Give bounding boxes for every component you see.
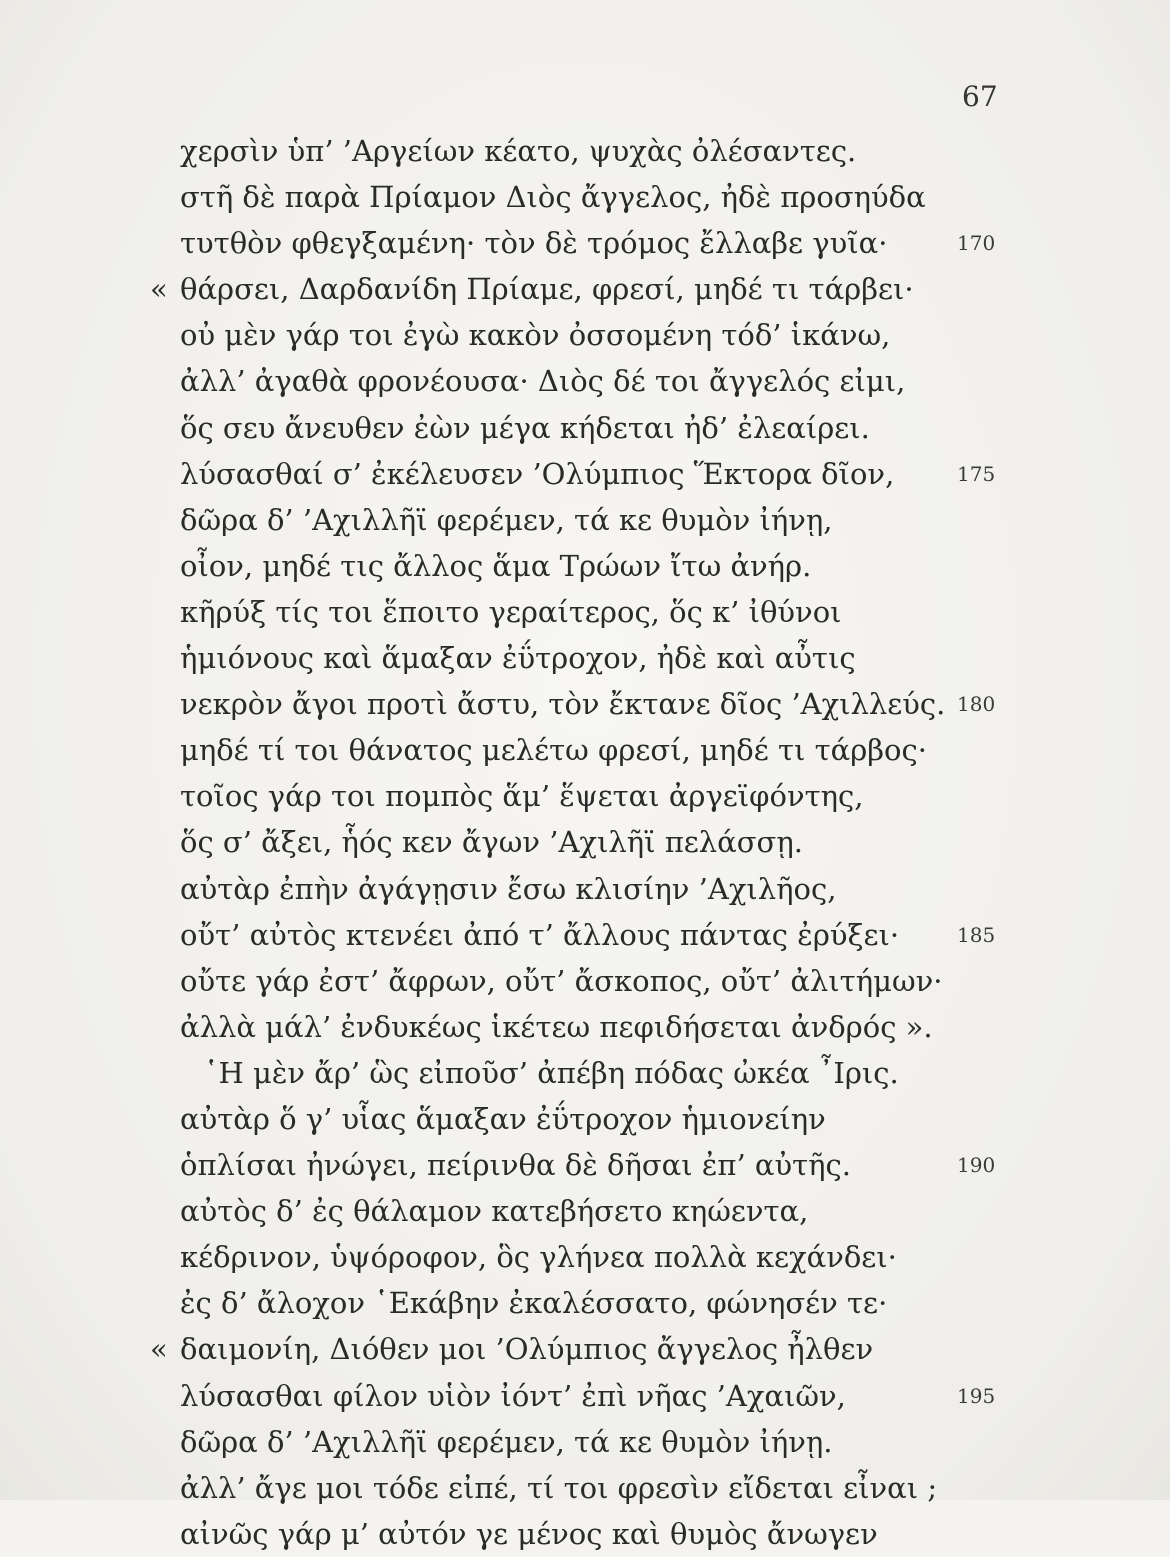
verse-line — [0, 543, 1170, 589]
line-number: 175 — [957, 461, 996, 486]
verse-line — [0, 727, 1170, 773]
verse-text: χερσὶν ὑπ’ ’Αργείων κέατο, ψυχὰς ὀλέσαντες. — [180, 134, 857, 168]
verse-line — [0, 1096, 1170, 1142]
verse-text: μηδέ τί τοι θάνατος μελέτω φρεσί, μηδέ τι τάρβος· — [180, 733, 927, 768]
verse-line — [0, 819, 1170, 865]
verse-text: ἀλλ’ ἀγαθὰ φρονέουσα· Διὸς δέ τοι ἄγγελός εἰμι, — [180, 364, 906, 399]
verse-text: λύσασθαι φίλον υἱὸν ἰόντ’ ἐπὶ νῆας ’Αχαιῶν, — [180, 1378, 846, 1413]
verse-text: κέδρινον, ὑψόροφον, ὃς γλήνεα πολλὰ κεχάνδει· — [180, 1240, 897, 1275]
verse-line — [0, 405, 1170, 451]
verse-text: ῾Η μὲν ἄρ’ ὣς εἰποῦσ’ ἀπέβη πόδας ὠκέα ῏Ιρις. — [204, 1055, 899, 1090]
verse-text: ὅς σ’ ἄξει, ἧός κεν ἄγων ’Αχιλῆϊ πελάσσῃ. — [180, 825, 803, 860]
verse-line — [0, 312, 1170, 358]
verse-line — [0, 451, 1170, 497]
opening-quote-mark: « — [150, 1332, 168, 1367]
verse-block — [0, 128, 1170, 1557]
verse-line — [0, 589, 1170, 635]
verse-line — [0, 1373, 1170, 1419]
verse-text: οἶον, μηδέ τις ἄλλος ἅμα Τρώων ἴτω ἀνήρ. — [180, 548, 812, 583]
verse-text: δῶρα δ’ ’Αχιλλῆϊ φερέμεν, τά κε θυμὸν ἰήνῃ. — [180, 1424, 833, 1459]
verse-line — [0, 1050, 1170, 1096]
verse-text: νεκρὸν ἄγοι προτὶ ἄστυ, τὸν ἔκτανε δῖος ’Αχιλλεύς. — [180, 687, 946, 722]
verse-text: ὁπλίσαι ἠνώγει, πείρινθα δὲ δῆσαι ἐπ’ αὐτῆς. — [180, 1148, 852, 1183]
verse-text: οὔτε γάρ ἐστ’ ἄφρων, οὔτ’ ἄσκοπος, οὔτ’ ἀλιτήμων· — [180, 963, 943, 998]
verse-line — [0, 1280, 1170, 1326]
verse-line — [0, 912, 1170, 958]
verse-text: τυτθὸν φθεγξαμένη· τὸν δὲ τρόμος ἔλλαβε γυῖα· — [180, 226, 888, 261]
verse-text: ὅς σευ ἄνευθεν ἐὼν μέγα κήδεται ἠδ’ ἐλεαίρει. — [180, 410, 870, 445]
verse-line — [0, 1188, 1170, 1234]
verse-text: ἀλλ’ ἄγε μοι τόδε εἰπέ, τί τοι φρεσὶν εἴδεται εἶναι ; — [180, 1470, 938, 1505]
verse-text: αὐτὸς δ’ ἐς θάλαμον κατεβήσετο κηώεντα, — [180, 1194, 809, 1229]
verse-line — [0, 497, 1170, 543]
verse-line — [0, 128, 1170, 174]
verse-line — [0, 1234, 1170, 1280]
page-number: 67 — [962, 80, 998, 113]
verse-text: κῆρύξ τίς τοι ἕποιτο γεραίτερος, ὅς κ’ ἰθύνοι — [180, 594, 842, 629]
verse-line — [0, 1326, 1170, 1372]
verse-text: αὐτὰρ ἐπὴν ἀγάγῃσιν ἔσω κλισίην ’Αχιλῆος, — [180, 871, 837, 906]
verse-line — [0, 1465, 1170, 1511]
verse-line — [0, 1511, 1170, 1557]
opening-quote-mark: « — [150, 272, 168, 307]
verse-text: αἰνῶς γάρ μ’ αὐτόν γε μένος καὶ θυμὸς ἄνωγεν — [180, 1516, 878, 1551]
line-number: 190 — [957, 1153, 996, 1178]
line-number: 195 — [957, 1383, 996, 1408]
line-number: 180 — [957, 692, 996, 717]
verse-line — [0, 635, 1170, 681]
verse-line — [0, 358, 1170, 404]
verse-text: αὐτὰρ ὅ γ’ υἷας ἅμαξαν ἐΰτροχον ἡμιονείην — [180, 1101, 826, 1136]
verse-text: οὔτ’ αὐτὸς κτενέει ἀπό τ’ ἄλλους πάντας ἐρύξει· — [180, 917, 900, 952]
verse-text: δαιμονίη, Διόθεν μοι ’Ολύμπιος ἄγγελος ἦλθεν — [180, 1332, 874, 1367]
verse-line — [0, 174, 1170, 220]
verse-text: λύσασθαί σ’ ἐκέλευσεν ’Ολύμπιος Ἕκτορα δῖον, — [180, 456, 895, 491]
verse-line — [0, 1142, 1170, 1188]
verse-text: οὐ μὲν γάρ τοι ἐγὼ κακὸν ὀσσομένη τόδ’ ἱκάνω, — [180, 318, 891, 353]
verse-line — [0, 220, 1170, 266]
verse-text: τοῖος γάρ τοι πομπὸς ἅμ’ ἕψεται ἀργεϊφόντης, — [180, 779, 864, 814]
verse-line — [0, 773, 1170, 819]
verse-line — [0, 958, 1170, 1004]
verse-line — [0, 1004, 1170, 1050]
verse-text: δῶρα δ’ ’Αχιλλῆϊ φερέμεν, τά κε θυμὸν ἰήνῃ, — [180, 502, 833, 537]
verse-text: ἀλλὰ μάλ’ ἐνδυκέως ἱκέτεω πεφιδήσεται ἀνδρός ». — [180, 1009, 933, 1044]
verse-text: ἐς δ’ ἄλοχον ῾Εκάβην ἐκαλέσσατο, φώνησέν τε· — [180, 1286, 888, 1321]
line-number: 170 — [957, 231, 996, 256]
line-number: 185 — [957, 922, 996, 947]
verse-line — [0, 681, 1170, 727]
verse-line — [0, 1419, 1170, 1465]
verse-line — [0, 866, 1170, 912]
verse-text: ἡμιόνους καὶ ἅμαξαν ἐΰτροχον, ἠδὲ καὶ αὖτις — [180, 641, 856, 676]
verse-line — [0, 266, 1170, 312]
verse-text: θάρσει, Δαρδανίδη Πρίαμε, φρεσί, μηδέ τι τάρβει· — [180, 272, 914, 307]
verse-text: στῆ δὲ παρὰ Πρίαμον Διὸς ἄγγελος, ἠδὲ προσηύδα — [180, 180, 926, 215]
